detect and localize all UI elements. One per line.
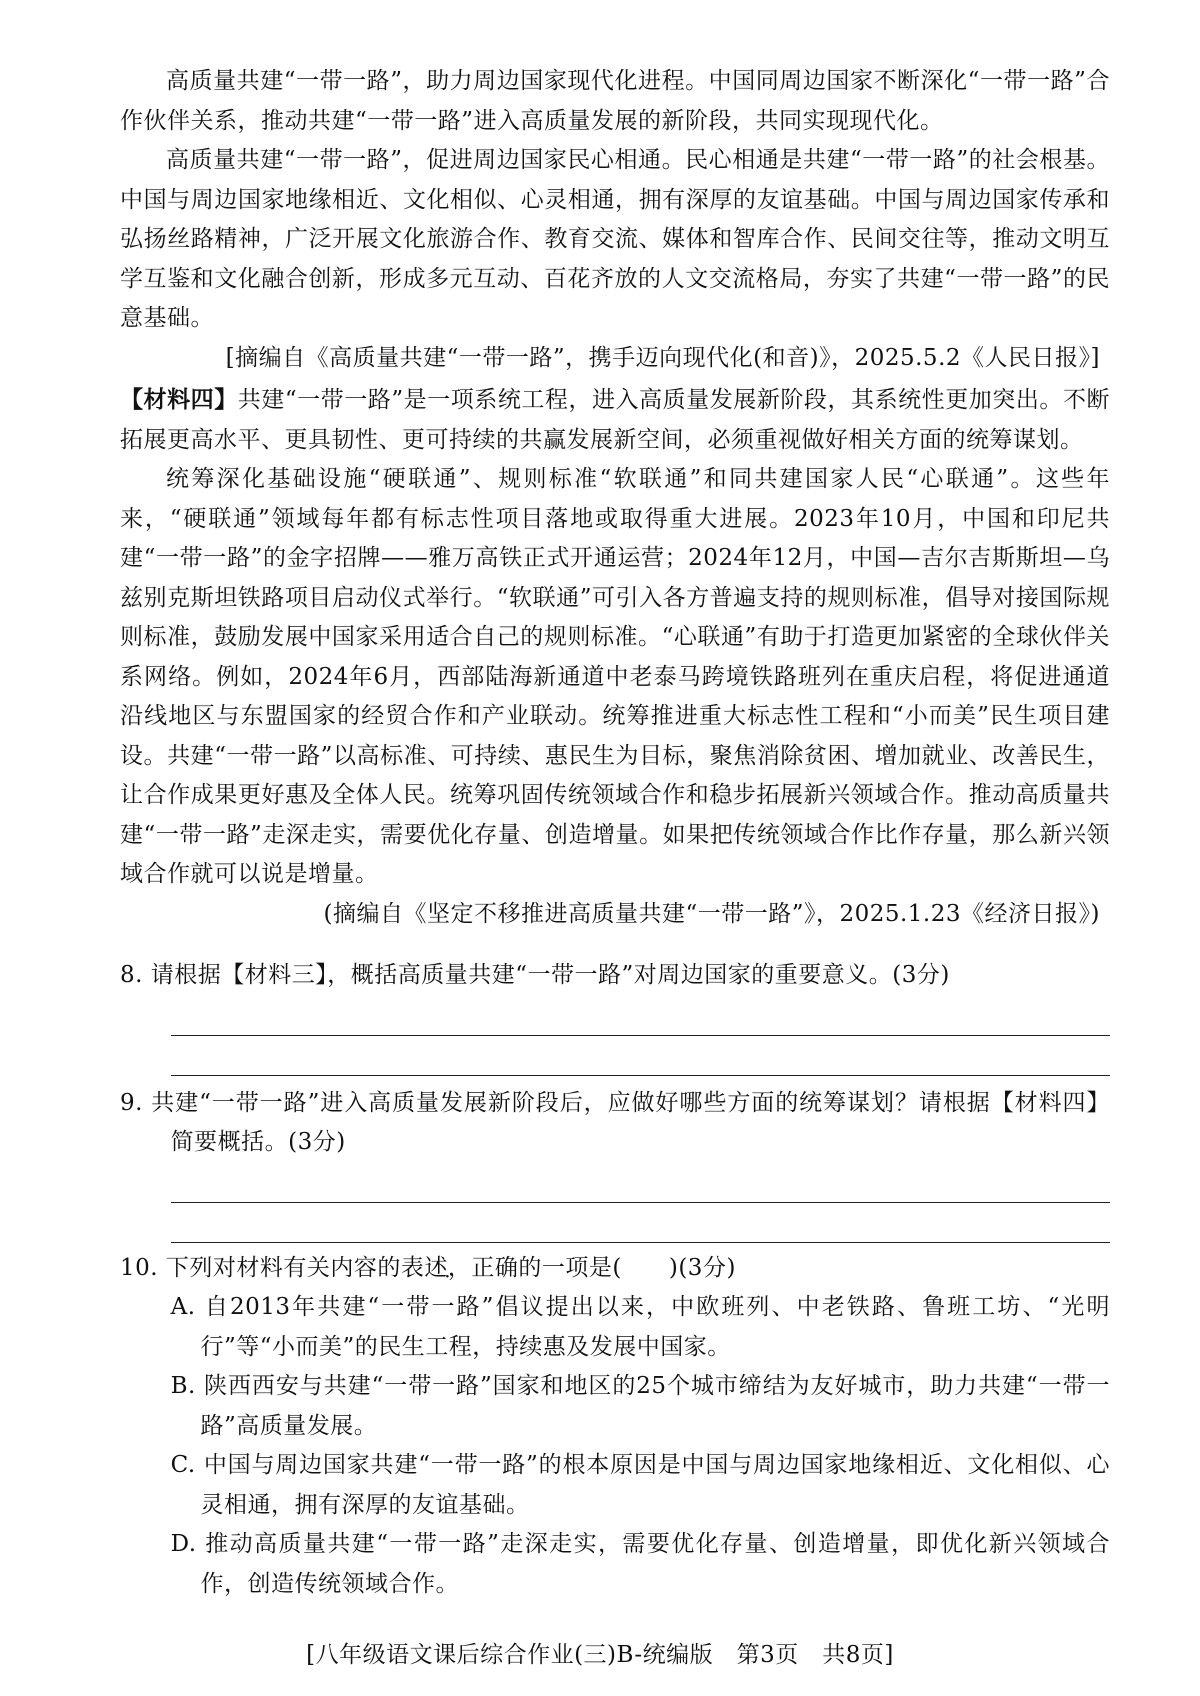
answer-line[interactable] [171, 1163, 1110, 1203]
question-8: 8. 请根据【材料三】，概括高质量共建“一带一路”对周边国家的重要意义。(3分) [120, 962, 950, 988]
answer-line[interactable] [171, 996, 1110, 1036]
option-c[interactable]: C. 中国与周边国家共建“一带一路”的根本原因是中国与周边国家地缘相近、文化相似、心灵相通，拥有深厚的友谊基础。 [170, 1452, 1110, 1518]
material-3-source: [摘编自《高质量共建“一带一路”，携手迈向现代化(和音)》，2025.5.2《人民日报》] [225, 344, 1100, 371]
material-3-paragraph: 高质量共建“一带一路”，促进周边国家民心相通。民心相通是共建“一带一路”的社会根基。中国与周边国家地缘相近、文化相似、心灵相通，拥有深厚的友谊基础。中国与周边国家传承和弘扬丝路精神，广泛开展文化旅游合作、教育交流、媒体和智库合作、民间交往等，推动文明互学互鉴和文化融合创新，形成多元互动、百花齐放的人文交流格局，夯实了共建“一带一路”的民意基础。 [120, 147, 1110, 331]
material-3-paragraph: 高质量共建“一带一路”，助力周边国家现代化进程。中国同周边国家不断深化“一带一路”合作伙伴关系，推动共建“一带一路”进入高质量发展的新阶段，共同实现现代化。 [120, 68, 1110, 134]
material-4-intro [120, 380, 1110, 460]
question-10-emphasis: 正确 [471, 1254, 519, 1281]
option-b[interactable]: B. 陕西西安与共建“一带一路”国家和地区的25个城市缔结为友好城市，助力共建“一带一路”高质量发展。 [170, 1373, 1110, 1439]
answer-line[interactable] [171, 1203, 1110, 1243]
question-9: 9. 共建“一带一路”进入高质量发展新阶段后，应做好哪些方面的统筹谋划？请根据【材料四】简要概括。(3分) [120, 1089, 1110, 1155]
question-10-suffix: 的一项是( )(3分) [518, 1254, 736, 1281]
questions-section [120, 956, 1110, 1604]
option-d[interactable]: D. 推动高质量共建“一带一路”走深走实，需要优化存量、创造增量，即优化新兴领域合作，创造传统领域合作。 [170, 1531, 1110, 1597]
answer-line[interactable] [171, 1036, 1110, 1076]
page-footer: [八年级语文课后综合作业(三)B-统编版 第3页 共8页] [306, 1642, 894, 1668]
material-4-first-paragraph: 共建“一带一路”是一项系统工程，进入高质量发展新阶段，其系统性更加突出。不断拓展更高水平、更具韧性、更可持续的共赢发展新空间，必须重视做好相关方面的统筹谋划。 [120, 387, 1110, 453]
material-4-source: (摘编自《坚定不移推进高质量共建“一带一路”》，2025.1.23《经济日报》) [323, 900, 1100, 927]
question-10-options [120, 1288, 1110, 1604]
question-10-prefix: 10. 下列对材料有关内容的表述， [120, 1254, 472, 1281]
material-4-tag: 【材料四】 [120, 386, 238, 413]
material-4-body: 统筹深化基础设施“硬联通”、规则标准“软联通”和同共建国家人民“心联通”。这些年来，“硬联通”领域每年都有标志性项目落地或取得重大进展。2023年10月，中国和印尼共建“一带一路”的金字招牌——雅万高铁正式开通运营；2024年12月，中国—吉尔吉斯斯坦—乌兹别克斯坦铁路项目启动仪式举行。“软联通”可引入各方普遍支持的规则标准，倡导对接国际规则标准，鼓励发展中国家采用适合自己的规则标准。“心联通”有助于打造更加紧密的全球伙伴关系网络。例如，2024年6月，西部陆海新通道中老泰马跨境铁路班列在重庆启程，将促进通道沿线地区与东盟国家的经贸合作和产业联动。统筹推进重大标志性工程和“小而美”民生项目建设。共建“一带一路”以高标准、可持续、惠民生为目标，聚焦消除贫困、增加就业、改善民生，让合作成果更好惠及全体人民。统筹巩固传统领域合作和稳步拓展新兴领域合作。推动高质量共建“一带一路”走深走实，需要优化存量、创造增量。如果把传统领域合作比作存量，那么新兴领域合作就可以说是增量。 [120, 466, 1110, 887]
material-3-section [120, 62, 1110, 378]
option-a[interactable]: A. 自2013年共建“一带一路”倡议提出以来，中欧班列、中老铁路、鲁班工坊、“光明行”等“小而美”的民生工程，持续惠及发展中国家。 [170, 1294, 1110, 1360]
material-4-section [120, 380, 1110, 934]
question-10 [120, 1249, 1110, 1289]
